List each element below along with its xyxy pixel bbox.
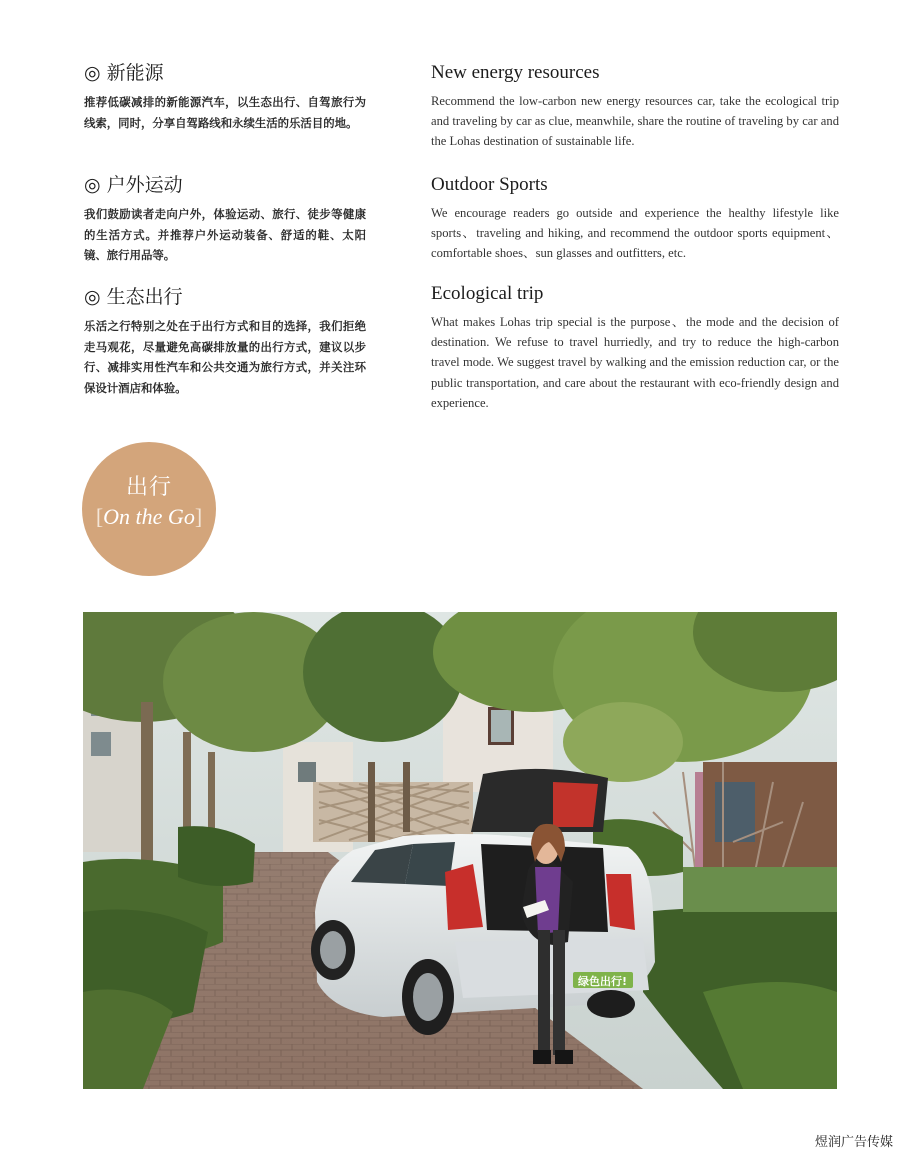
section-ecological-trip-cn xyxy=(84,284,366,398)
car-sticker-text: 绿色出行! xyxy=(578,975,628,988)
section-outdoor-sports-cn xyxy=(84,172,366,266)
section-new-energy-en xyxy=(431,60,839,152)
body-ecological-trip-cn: 乐活之行特别之处在于出行方式和目的选择，我们拒绝走马观花，尽量避免高碳排放量的出行方式，建议以步行、减排实用性汽车和公共交通为旅行方式，并关注环保设计酒店和体验。 xyxy=(84,319,366,395)
street-scene-photo xyxy=(83,612,837,1089)
badge-bracket-open: [ xyxy=(95,504,104,529)
heading-ecological-trip-en: Ecological trip xyxy=(431,283,544,304)
heading-outdoor-sports-en: Outdoor Sports xyxy=(431,174,548,195)
body-new-energy-en: Recommend the low-carbon new energy resources car, take the ecological trip and traveling by car as clue, meanwhile, share the routine of traveling by car and the Lohas destination of sustainable life. xyxy=(431,94,839,149)
badge-title-en xyxy=(82,504,216,530)
section-new-energy-cn xyxy=(84,60,366,133)
heading-outdoor-sports-cn: ◎ 户外运动 xyxy=(84,174,183,196)
body-outdoor-sports-en: We encourage readers go outside and experience the healthy lifestyle like sports、traveling and hiking, and recommend the outdoor sports equipment、comfortable shoes、sun glasses and outfitters, etc. xyxy=(431,206,839,261)
footer-brand: 煜润广告传媒 xyxy=(814,1135,893,1150)
badge-title-en-text: On the Go xyxy=(103,504,195,529)
body-ecological-trip-en: What makes Lohas trip special is the purpose、the mode and the decision of destination. We refuse to travel hurriedly, and try to reduce the high-carbon travel mode. We suggest travel by walking and the emission reduction car, or the public transportation, and care about the restaurant with eco-friendly design and experience. xyxy=(431,315,839,410)
on-the-go-badge xyxy=(82,442,216,576)
heading-new-energy-cn: ◎ 新能源 xyxy=(84,62,164,84)
body-outdoor-sports-cn: 我们鼓励读者走向户外，体验运动、旅行、徒步等健康的生活方式。并推荐户外运动装备、舒适的鞋、太阳镜、旅行用品等。 xyxy=(84,207,366,262)
badge-title-cn: 出行 xyxy=(125,475,172,500)
heading-ecological-trip-cn: ◎ 生态出行 xyxy=(84,286,183,308)
section-ecological-trip-en xyxy=(431,281,839,413)
body-new-energy-cn: 推荐低碳减排的新能源汽车，以生态出行、自驾旅行为线索，同时，分享自驾路线和永续生活的乐活目的地。 xyxy=(84,95,366,130)
badge-bracket-close: ] xyxy=(194,504,203,529)
street-scene-illustration xyxy=(83,612,837,1089)
heading-new-energy-en: New energy resources xyxy=(431,62,600,83)
section-outdoor-sports-en xyxy=(431,172,839,264)
